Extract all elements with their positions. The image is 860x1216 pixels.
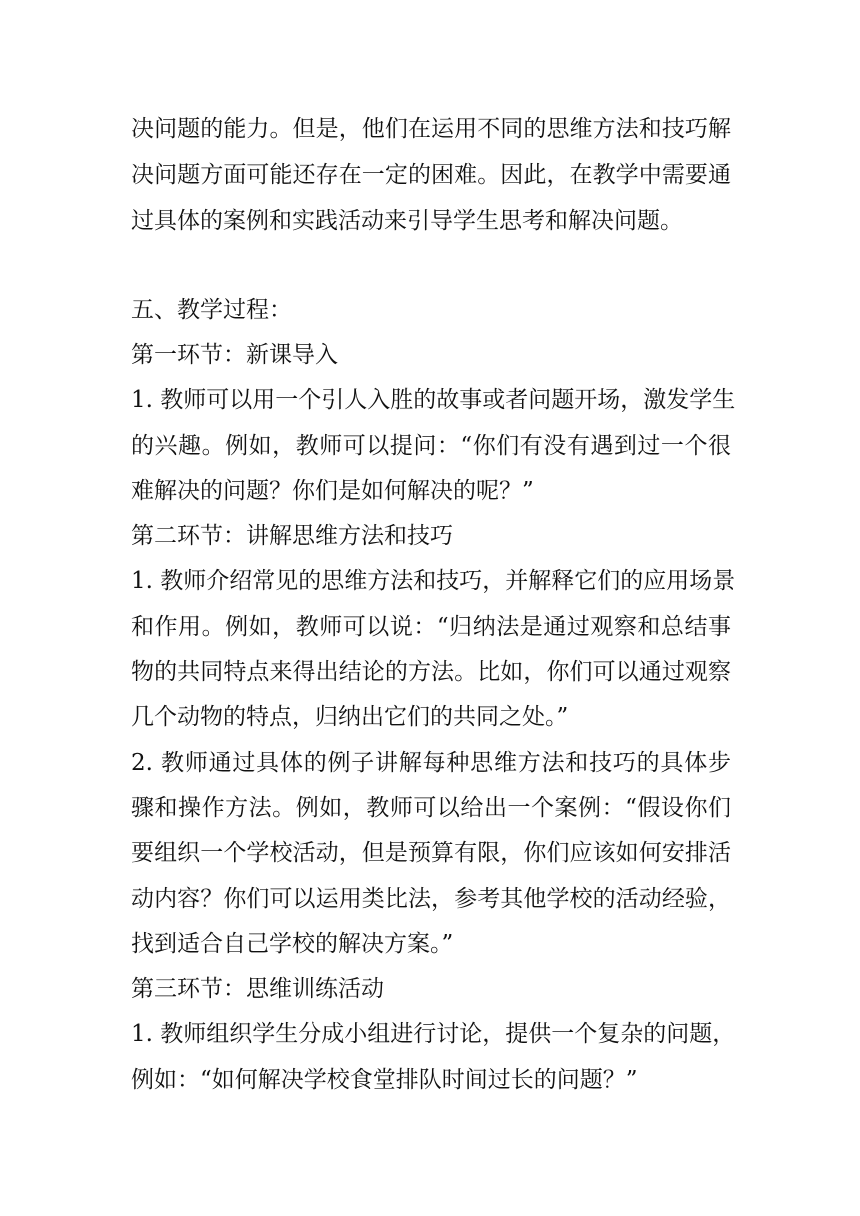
paragraph-line: 物的共同特点来得出结论的方法。比如，你们可以通过观察 [131, 659, 731, 685]
section-heading: 五、教学过程： [131, 297, 292, 323]
paragraph-line: 1. 教师介绍常见的思维方法和技巧，并解释它们的应用场景 [131, 568, 736, 594]
paragraph-line: 例如：“如何解决学校食堂排队时间过长的问题？” [131, 1067, 638, 1093]
paragraph-line: 决问题的能力。但是，他们在运用不同的思维方法和技巧解 [131, 116, 731, 142]
paragraph-line: 决问题方面可能还存在一定的困难。因此，在教学中需要通 [131, 162, 731, 188]
paragraph-line: 的兴趣。例如，教师可以提问：“你们有没有遇到过一个很 [131, 433, 731, 459]
paragraph-line: 难解决的问题？你们是如何解决的呢？” [131, 478, 534, 504]
subsection-heading: 第三环节：思维训练活动 [131, 976, 384, 1002]
paragraph-line: 骤和操作方法。例如，教师可以给出一个案例：“假设你们 [131, 795, 731, 821]
paragraph-line: 和作用。例如，教师可以说：“归纳法是通过观察和总结事 [131, 614, 731, 640]
subsection-heading: 第一环节：新课导入 [131, 342, 338, 368]
paragraph-line: 1. 教师可以用一个引人入胜的故事或者问题开场，激发学生 [131, 387, 736, 413]
paragraph-line: 2. 教师通过具体的例子讲解每种思维方法和技巧的具体步 [131, 750, 731, 776]
paragraph-line: 过具体的案例和实践活动来引导学生思考和解决问题。 [131, 208, 683, 234]
paragraph-line: 找到适合自己学校的解决方案。” [131, 931, 454, 957]
paragraph-line: 要组织一个学校活动，但是预算有限，你们应该如何安排活 [131, 840, 731, 866]
paragraph-line: 几个动物的特点，归纳出它们的共同之处。” [131, 704, 569, 730]
paragraph-line: 1. 教师组织学生分成小组进行讨论，提供一个复杂的问题， [131, 1021, 736, 1047]
paragraph-line: 动内容？你们可以运用类比法，参考其他学校的活动经验， [131, 886, 731, 912]
subsection-heading: 第二环节：讲解思维方法和技巧 [131, 523, 453, 549]
